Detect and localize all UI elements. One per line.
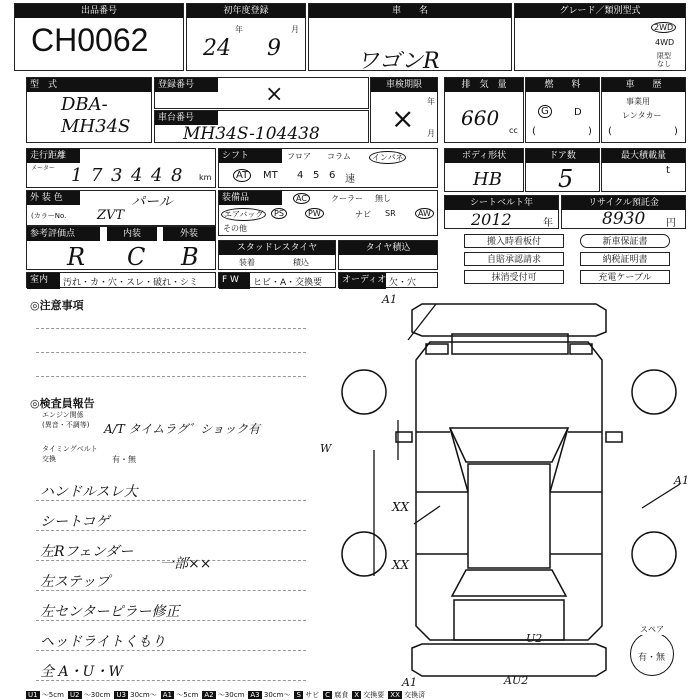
inspector-title: ◎検査員報告 xyxy=(30,397,95,410)
fw-label: F W xyxy=(219,273,250,289)
fw-box xyxy=(218,272,336,288)
legend-item: U1 ～5cm xyxy=(28,691,64,699)
wheel-front-right xyxy=(632,370,676,414)
windshield xyxy=(450,428,568,462)
model-line1: DBA- xyxy=(61,94,108,115)
legend-item: X 交換要 xyxy=(354,691,385,699)
shift-gear: 5 xyxy=(313,170,320,181)
shift-column: コラム xyxy=(327,152,351,161)
recycle-box xyxy=(561,195,686,229)
fuel-label: 燃 料 xyxy=(526,78,599,92)
legend-item: U2 ～30cm xyxy=(69,691,111,699)
front-bumper xyxy=(412,304,606,336)
studless-label: スタッドレスタイヤ xyxy=(219,241,335,255)
equipment-box xyxy=(218,190,438,236)
audio-box xyxy=(338,272,438,288)
first-registration-label: 初年度登録 xyxy=(187,4,305,18)
mileage-digit: 3 xyxy=(111,165,123,186)
drive-4wd: 4WD xyxy=(655,38,675,47)
charging-cable-button[interactable]: 充電ケーブル xyxy=(580,270,670,284)
audio-items: 欠・穴 xyxy=(389,278,417,288)
lot-number-box xyxy=(14,3,184,71)
fuel-paren-close: ) xyxy=(588,126,592,137)
displacement-value: 660 xyxy=(461,106,500,130)
remark-item: ヘッドライトくもり xyxy=(40,634,166,650)
deregistration-button[interactable]: 抹消受付可 xyxy=(464,270,564,284)
legend-item: U3 30cm～ xyxy=(116,691,157,699)
equip-pw: PW xyxy=(305,208,324,219)
model-label: 型 式 xyxy=(27,78,151,92)
color-value: パール xyxy=(131,194,173,210)
legend-item: S サビ xyxy=(296,691,320,699)
chassis-number-label: 車台番号 xyxy=(155,111,218,125)
damage-mark: XX xyxy=(392,558,410,572)
car-name-label: 車 名 xyxy=(309,4,511,18)
mileage-box xyxy=(26,148,216,188)
grades-box xyxy=(26,226,216,270)
first-registration-box xyxy=(186,3,306,71)
remark-item: 左ステップ xyxy=(40,574,110,590)
drive-none: 限型 なし xyxy=(657,52,671,68)
inspection-expiry-box xyxy=(370,77,438,143)
equip-ac: AC xyxy=(293,193,310,204)
spare-value: 有・無 xyxy=(638,653,666,663)
recycle-unit: 円 xyxy=(666,218,676,229)
year-unit: 年 xyxy=(235,25,243,34)
displacement-box xyxy=(444,77,524,143)
rear-window xyxy=(452,570,566,596)
engine-label: エンジン関係 (異音・不調等) xyxy=(42,411,90,429)
legend-item: XX 交換済 xyxy=(390,691,426,699)
inspection-year-unit: 年 xyxy=(427,97,435,106)
interior-label: 室内 xyxy=(27,273,60,289)
remark-extra: 一部×× xyxy=(160,556,212,572)
mileage-digit: 7 xyxy=(91,165,103,186)
fuel-paren-open: ( xyxy=(532,126,536,137)
drive-2wd: 2WD xyxy=(651,22,676,33)
legend-item: C 腐食 xyxy=(325,691,349,699)
month-unit: 月 xyxy=(291,25,299,34)
mileage-label: 走行距離 xyxy=(27,149,80,163)
equip-other: その他 xyxy=(223,224,247,233)
mileage-digit: 1 xyxy=(71,165,83,186)
registration-number-value: × xyxy=(265,82,284,107)
recycle-value: 8930 xyxy=(602,209,646,229)
remark-item: 左Rフェンダー xyxy=(40,544,134,560)
equip-ps: PS xyxy=(271,208,287,219)
interior-items: 汚れ・カ・穴・スレ・破れ・シミ xyxy=(63,278,199,288)
lot-number-value: CH0062 xyxy=(31,22,149,58)
studless-loaded: 積込 xyxy=(293,258,309,267)
color-number-value: ZVT xyxy=(97,208,125,223)
history-paren-open: ( xyxy=(608,126,612,137)
fuel-gasoline: G xyxy=(538,105,552,118)
shift-box xyxy=(218,148,438,188)
notes-line xyxy=(36,352,306,353)
model-line2: MH34S xyxy=(61,116,131,137)
legend-item: A1 ～5cm xyxy=(162,691,199,699)
color-label: 外 装 色 xyxy=(27,191,80,205)
overall-grade: R xyxy=(67,243,86,271)
remark-item: ハンドルスレ大 xyxy=(40,484,138,500)
mileage-digit: 8 xyxy=(171,165,183,186)
roof xyxy=(468,464,550,568)
displacement-unit: cc xyxy=(509,126,518,135)
chassis-number-box xyxy=(154,110,369,143)
first-reg-year: 24 xyxy=(203,36,231,61)
audio-label: オーディオ xyxy=(339,273,386,289)
registration-number-box xyxy=(154,77,369,109)
equip-navi: ナビ xyxy=(355,210,371,219)
body-type-label: ボディ形状 xyxy=(445,149,523,163)
notes-line xyxy=(36,328,306,329)
car-name-box xyxy=(308,3,512,74)
chassis-number-value: MH34S-104438 xyxy=(183,124,320,144)
tire-loaded-box xyxy=(338,240,438,270)
wheel-front-left xyxy=(342,370,386,414)
tax-certificate-button[interactable]: 納税証明書 xyxy=(580,252,670,266)
doors-label: ドア数 xyxy=(526,149,599,163)
inspection-month-unit: 月 xyxy=(427,129,435,138)
meter-label: メーター xyxy=(31,165,56,172)
inspection-value: × xyxy=(391,102,415,135)
body-type-value: HB xyxy=(473,169,502,190)
studless-box xyxy=(218,240,336,270)
damage-mark: A1 xyxy=(382,293,397,306)
wheel-rear-left xyxy=(342,532,386,576)
recycle-label: リサイクル預託金 xyxy=(562,196,685,210)
mileage-digits xyxy=(71,165,191,186)
seatbelt-label: シートベルト年 xyxy=(445,196,558,210)
equip-cooler: クーラー xyxy=(331,194,363,203)
damage-mark: U2 xyxy=(526,632,543,645)
legend-item: A2 ～30cm xyxy=(204,691,245,699)
exterior-grade-label: 外装 xyxy=(163,227,215,241)
equip-none: 無し xyxy=(375,194,391,203)
mileage-digit: 4 xyxy=(131,165,143,186)
shift-speed: 速 xyxy=(345,174,355,185)
body-type-box xyxy=(444,148,524,192)
damage-legend xyxy=(26,690,690,700)
inspection-expiry-label: 車検期限 xyxy=(371,78,437,92)
damage-mark: XX xyxy=(392,500,410,514)
tailgate xyxy=(454,600,564,640)
engine-value: A/T タイムラグ゛ショック有 xyxy=(104,422,261,436)
capacity-box xyxy=(601,148,686,192)
seatbelt-unit: 年 xyxy=(543,218,553,229)
interior-grade-label: 内装 xyxy=(107,227,157,241)
shift-label: シフト xyxy=(219,149,282,163)
legend-item: A3 30cm～ xyxy=(250,691,291,699)
hood xyxy=(452,334,568,354)
history-rental: レンタカー xyxy=(622,111,662,120)
color-box xyxy=(26,190,216,226)
history-box xyxy=(601,77,686,143)
damage-mark: AU2 xyxy=(504,674,529,687)
history-paren-close: ) xyxy=(674,126,678,137)
notes-line xyxy=(36,376,306,377)
doors-value: 5 xyxy=(558,165,574,193)
seatbelt-box xyxy=(444,195,559,229)
fuel-box xyxy=(525,77,600,143)
shift-mt: MT xyxy=(263,170,278,181)
equip-aw: AW xyxy=(415,208,434,219)
tire-loaded-label: タイヤ積込 xyxy=(339,241,437,255)
shift-at: AT xyxy=(233,169,251,182)
mileage-digit: 4 xyxy=(151,165,163,186)
shift-gear: 4 xyxy=(297,170,304,181)
wheel-rear-right xyxy=(632,532,676,576)
shift-floor: フロア xyxy=(287,152,311,161)
car-name-value: ワゴンR xyxy=(357,49,440,74)
model-box xyxy=(26,77,152,143)
equipment-label: 装備品 xyxy=(219,191,282,205)
sign-on-arrival-button[interactable]: 搬入時看板付 xyxy=(464,234,564,248)
rear-bumper xyxy=(412,644,606,676)
notes-title: ◎注意事項 xyxy=(30,299,84,312)
studless-mounted: 装着 xyxy=(239,258,255,267)
grade-box xyxy=(514,3,686,71)
equip-airbag: エアバッグ xyxy=(221,208,266,221)
seatbelt-value: 2012 xyxy=(471,210,512,229)
registration-number-label: 登録番号 xyxy=(155,78,218,92)
doors-box xyxy=(525,148,600,192)
overall-grade-label: 参考評価点 xyxy=(27,227,100,241)
insurance-claim-button[interactable]: 自賠承認請求 xyxy=(464,252,564,266)
lot-number-label: 出品番号 xyxy=(15,4,183,18)
remark-item: 左センターピラー修正 xyxy=(40,604,180,620)
equip-sr: SR xyxy=(385,209,396,218)
belt-value: 有・無 xyxy=(112,455,136,464)
fuel-diesel: D xyxy=(574,107,582,118)
displacement-label: 排 気 量 xyxy=(445,78,523,92)
capacity-unit: t xyxy=(666,165,670,176)
history-label: 車 歴 xyxy=(602,78,685,92)
shift-gear: 6 xyxy=(329,170,336,181)
remark-item: シートコゲ xyxy=(40,514,110,530)
first-reg-month: 9 xyxy=(267,36,281,61)
belt-label: タイミングベルト 交換 xyxy=(42,445,98,463)
shift-panel: インパネ xyxy=(369,151,406,164)
interior-grade: C xyxy=(127,243,146,271)
damage-mark: W xyxy=(320,442,332,455)
capacity-label: 最大積載量 xyxy=(602,149,685,163)
fw-items: ヒビ・A・交換要 xyxy=(253,278,323,288)
exterior-grade: B xyxy=(181,243,199,271)
mileage-unit: km xyxy=(199,173,212,182)
grade-label: グレード／類別型式 xyxy=(515,4,685,18)
interior-box xyxy=(26,272,216,288)
spare-label: スペア xyxy=(640,625,664,634)
history-business: 事業用 xyxy=(626,97,650,106)
remark-item: 全 A・U・W xyxy=(40,664,123,680)
damage-mark: A1 xyxy=(674,474,689,487)
new-car-warranty-button[interactable]: 新車保証書 xyxy=(580,234,670,248)
damage-mark: A1 xyxy=(402,676,417,689)
color-number-label: (カラーNo. xyxy=(31,212,67,220)
